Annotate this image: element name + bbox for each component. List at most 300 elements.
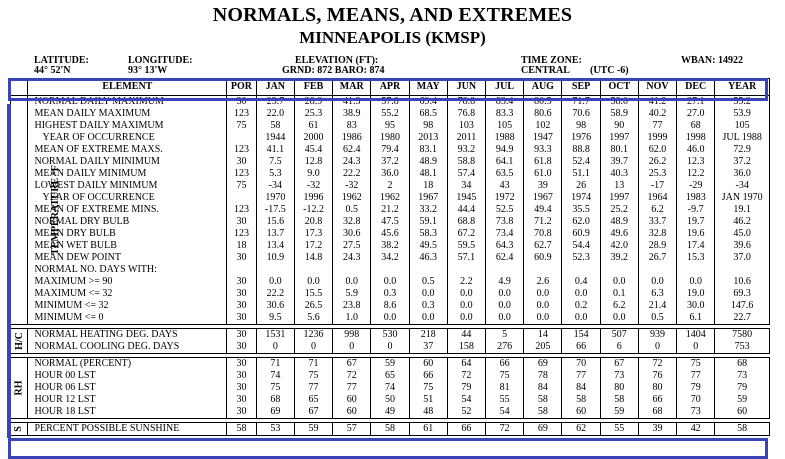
value-cell-dec: 46.0 — [677, 144, 715, 156]
value-cell-jan: 15.6 — [256, 216, 294, 228]
value-cell-may: 61 — [409, 423, 447, 436]
section-label-0 — [11, 96, 61, 325]
por-cell: 30 — [227, 156, 256, 168]
value-cell-dec: 1404 — [677, 329, 715, 342]
value-cell-sep: 1976 — [562, 132, 600, 144]
latitude-label: LATITUDE: — [34, 55, 89, 66]
value-cell-jul — [486, 264, 524, 276]
value-cell-apr: 21.2 — [371, 204, 409, 216]
value-cell-jun: 79 — [447, 382, 485, 394]
value-cell-nov: 72 — [638, 358, 676, 371]
value-cell-jul: 1988 — [486, 132, 524, 144]
value-cell-apr: 8.6 — [371, 300, 409, 312]
value-cell-may: 75 — [409, 382, 447, 394]
value-cell-jul: 62.4 — [486, 252, 524, 264]
value-cell-apr: 50 — [371, 394, 409, 406]
por-cell — [227, 132, 256, 144]
value-cell-jan: 13.4 — [256, 240, 294, 252]
element-label: MEAN DAILY MINIMUM — [28, 168, 227, 180]
value-cell-may: 51 — [409, 394, 447, 406]
value-cell-may: 83.1 — [409, 144, 447, 156]
value-cell-year: 37.0 — [715, 252, 770, 264]
value-cell-aug: 61.0 — [524, 168, 562, 180]
por-cell: 123 — [227, 144, 256, 156]
value-cell-aug: 60.9 — [524, 252, 562, 264]
element-label: MEAN OF EXTREME MINS. — [28, 204, 227, 216]
table-row — [11, 358, 770, 371]
value-cell-oct: 59 — [600, 406, 638, 419]
value-cell-sep — [562, 264, 600, 276]
value-cell-dec: -29 — [677, 180, 715, 192]
value-cell-nov: 6.3 — [638, 288, 676, 300]
value-cell-sep: 52.4 — [562, 156, 600, 168]
value-cell-oct: 39.7 — [600, 156, 638, 168]
value-cell-sep: 62.0 — [562, 216, 600, 228]
table-row — [11, 423, 770, 436]
value-cell-oct: 40.3 — [600, 168, 638, 180]
value-cell-aug: 69 — [524, 423, 562, 436]
value-cell-sep: 70 — [562, 358, 600, 371]
value-cell-apr: 38.2 — [371, 240, 409, 252]
element-label: MINIMUM <= 0 — [28, 312, 227, 325]
value-cell-jul: 5 — [486, 329, 524, 342]
value-cell-feb: 0 — [294, 341, 332, 354]
section-label-text: TEMPERATURE °F — [49, 165, 61, 255]
value-cell-aug: 69 — [524, 358, 562, 371]
por-cell: 123 — [227, 204, 256, 216]
value-cell-apr: 0.0 — [371, 312, 409, 325]
por-cell: 30 — [227, 252, 256, 264]
value-cell-jul: 81 — [486, 382, 524, 394]
value-cell-feb — [294, 264, 332, 276]
value-cell-may — [409, 264, 447, 276]
value-cell-dec: 6.1 — [677, 312, 715, 325]
value-cell-sep: 26 — [562, 180, 600, 192]
value-cell-oct: 58.9 — [600, 108, 638, 120]
value-cell-aug: 62.7 — [524, 240, 562, 252]
value-cell-jun: 78.8 — [447, 96, 485, 109]
value-cell-feb: 59 — [294, 423, 332, 436]
value-cell-mar: 1962 — [333, 192, 371, 204]
value-cell-nov: 80 — [638, 382, 676, 394]
column-header-jul: JUL — [486, 79, 524, 96]
value-cell-feb: 0.0 — [294, 276, 332, 288]
value-cell-may: 37 — [409, 341, 447, 354]
value-cell-sep: 98 — [562, 120, 600, 132]
value-cell-jan: 58 — [256, 120, 294, 132]
value-cell-feb: 26.5 — [294, 300, 332, 312]
section-label-1 — [11, 329, 28, 354]
element-label: MAXIMUM <= 32 — [28, 288, 227, 300]
value-cell-nov: 33.7 — [638, 216, 676, 228]
por-cell: 30 — [227, 341, 256, 354]
elevation-label: ELEVATION (FT): — [295, 55, 379, 66]
value-cell-year: 72.9 — [715, 144, 770, 156]
value-cell-jun: 54 — [447, 394, 485, 406]
value-cell-sep: 154 — [562, 329, 600, 342]
value-cell-jan: 9.5 — [256, 312, 294, 325]
value-cell-dec: 15.3 — [677, 252, 715, 264]
value-cell-year: 7580 — [715, 329, 770, 342]
value-cell-dec: 0.0 — [677, 276, 715, 288]
value-cell-year: 60 — [715, 406, 770, 419]
value-cell-feb: 14.8 — [294, 252, 332, 264]
value-cell-apr: 45.6 — [371, 228, 409, 240]
table-row — [11, 394, 770, 406]
table-row — [11, 382, 770, 394]
column-header-may: MAY — [409, 79, 447, 96]
page-title: NORMALS, MEANS, AND EXTREMES — [212, 4, 573, 26]
value-cell-may: 59.1 — [409, 216, 447, 228]
value-cell-jul: 43 — [486, 180, 524, 192]
element-label: MEAN DAILY MAXIMUM — [28, 108, 227, 120]
value-cell-sep: 0.4 — [562, 276, 600, 288]
value-cell-apr: 2 — [371, 180, 409, 192]
table-row — [11, 264, 770, 276]
table-row — [11, 312, 770, 325]
value-cell-may: 58.3 — [409, 228, 447, 240]
value-cell-mar: 1.0 — [333, 312, 371, 325]
value-cell-nov: 39 — [638, 423, 676, 436]
value-cell-aug: 39 — [524, 180, 562, 192]
value-cell-aug: 58 — [524, 406, 562, 419]
value-cell-mar: 5.9 — [333, 288, 371, 300]
value-cell-sep: 88.8 — [562, 144, 600, 156]
value-cell-sep: 70.6 — [562, 108, 600, 120]
value-cell-jul: 72 — [486, 423, 524, 436]
table-row — [11, 288, 770, 300]
value-cell-sep: 60.9 — [562, 228, 600, 240]
value-cell-jun: 93.2 — [447, 144, 485, 156]
value-cell-jun: 67.2 — [447, 228, 485, 240]
value-cell-mar: 24.3 — [333, 156, 371, 168]
value-cell-apr: 1980 — [371, 132, 409, 144]
value-cell-apr: 47.5 — [371, 216, 409, 228]
value-cell-feb: 28.9 — [294, 96, 332, 109]
table-row — [11, 252, 770, 264]
value-cell-year: -34 — [715, 180, 770, 192]
value-cell-feb: 67 — [294, 406, 332, 419]
table-row — [11, 276, 770, 288]
value-cell-feb: 77 — [294, 382, 332, 394]
value-cell-year: 19.1 — [715, 204, 770, 216]
section-label-text: RH — [13, 380, 25, 396]
value-cell-sep: 84 — [562, 382, 600, 394]
value-cell-nov: 1964 — [638, 192, 676, 204]
value-cell-jan — [256, 264, 294, 276]
value-cell-mar: 32.8 — [333, 216, 371, 228]
value-cell-oct: 25.2 — [600, 204, 638, 216]
value-cell-feb: 2000 — [294, 132, 332, 144]
wban-number: WBAN: 14922 — [681, 55, 743, 66]
value-cell-year: 73 — [715, 370, 770, 382]
column-header-dec: DEC — [677, 79, 715, 96]
value-cell-feb: 17.2 — [294, 240, 332, 252]
value-cell-jun: 72 — [447, 370, 485, 382]
por-cell: 123 — [227, 168, 256, 180]
value-cell-sep: 60 — [562, 406, 600, 419]
element-label: MEAN DEW POINT — [28, 252, 227, 264]
value-cell-may: 218 — [409, 329, 447, 342]
value-cell-nov: 0.5 — [638, 312, 676, 325]
por-cell: 30 — [227, 96, 256, 109]
por-cell: 30 — [227, 382, 256, 394]
value-cell-jun: 68.8 — [447, 216, 485, 228]
value-cell-may: 48.9 — [409, 156, 447, 168]
value-cell-may: 49.5 — [409, 240, 447, 252]
value-cell-nov: 66 — [638, 394, 676, 406]
por-cell: 75 — [227, 180, 256, 192]
table-row — [11, 329, 770, 342]
value-cell-feb: 1236 — [294, 329, 332, 342]
value-cell-dec: 0 — [677, 341, 715, 354]
value-cell-oct: 49.6 — [600, 228, 638, 240]
table-row — [11, 180, 770, 192]
value-cell-may: 48 — [409, 406, 447, 419]
value-cell-jul: 55 — [486, 394, 524, 406]
column-header-oct: OCT — [600, 79, 638, 96]
value-cell-aug: 1967 — [524, 192, 562, 204]
value-cell-oct: 58.0 — [600, 96, 638, 109]
value-cell-year: 53.9 — [715, 108, 770, 120]
value-cell-jul: 52.5 — [486, 204, 524, 216]
value-cell-year: 55.2 — [715, 96, 770, 109]
value-cell-aug: 1947 — [524, 132, 562, 144]
value-cell-aug: 80.6 — [524, 108, 562, 120]
value-cell-jun: 0.0 — [447, 300, 485, 312]
value-cell-dec: 19.7 — [677, 216, 715, 228]
value-cell-may: 69.4 — [409, 96, 447, 109]
value-cell-mar: 38.9 — [333, 108, 371, 120]
value-cell-mar: -32 — [333, 180, 371, 192]
table-row — [11, 406, 770, 419]
value-cell-jan: 69 — [256, 406, 294, 419]
column-header-element: ELEMENT — [28, 79, 227, 96]
value-cell-dec — [677, 264, 715, 276]
value-cell-mar — [333, 264, 371, 276]
value-cell-feb: 15.5 — [294, 288, 332, 300]
value-cell-mar: 62.4 — [333, 144, 371, 156]
section-label-2 — [11, 358, 28, 419]
value-cell-year: 45.0 — [715, 228, 770, 240]
utc-offset: (UTC -6) — [590, 65, 629, 76]
value-cell-jan: 0 — [256, 341, 294, 354]
value-cell-oct: 39.2 — [600, 252, 638, 264]
por-cell — [227, 192, 256, 204]
value-cell-nov — [638, 264, 676, 276]
value-cell-jan: 71 — [256, 358, 294, 371]
element-label: HOUR 06 LST — [28, 382, 227, 394]
value-cell-year: 22.7 — [715, 312, 770, 325]
value-cell-may: 60 — [409, 358, 447, 371]
column-header-jun: JUN — [447, 79, 485, 96]
value-cell-jul: 105 — [486, 120, 524, 132]
value-cell-year: 37.2 — [715, 156, 770, 168]
value-cell-nov: 939 — [638, 329, 676, 342]
value-cell-nov: 28.9 — [638, 240, 676, 252]
por-cell: 30 — [227, 276, 256, 288]
value-cell-jun: 2011 — [447, 132, 485, 144]
value-cell-oct: 13 — [600, 180, 638, 192]
value-cell-aug: 205 — [524, 341, 562, 354]
value-cell-jun — [447, 264, 485, 276]
por-cell: 30 — [227, 370, 256, 382]
value-cell-jul: 276 — [486, 341, 524, 354]
value-cell-feb: 1996 — [294, 192, 332, 204]
value-cell-feb: 75 — [294, 370, 332, 382]
value-cell-jul: 0.0 — [486, 312, 524, 325]
value-cell-nov: 68 — [638, 406, 676, 419]
value-cell-apr: 74 — [371, 382, 409, 394]
value-cell-mar: 0.5 — [333, 204, 371, 216]
element-label: HOUR 18 LST — [28, 406, 227, 419]
value-cell-mar: 998 — [333, 329, 371, 342]
timezone-label: TIME ZONE: — [521, 55, 582, 66]
element-label: MAXIMUM >= 90 — [28, 276, 227, 288]
por-cell: 30 — [227, 216, 256, 228]
column-header-mar: MAR — [333, 79, 371, 96]
value-cell-nov: 26.7 — [638, 252, 676, 264]
por-cell: 75 — [227, 120, 256, 132]
longitude-value: 93° 13'W — [128, 65, 168, 76]
value-cell-jul: 4.9 — [486, 276, 524, 288]
value-cell-dec: 79 — [677, 382, 715, 394]
value-cell-nov: 77 — [638, 120, 676, 132]
value-cell-oct: 0.1 — [600, 288, 638, 300]
value-cell-year: 105 — [715, 120, 770, 132]
value-cell-nov: 26.2 — [638, 156, 676, 168]
value-cell-jun: 58.8 — [447, 156, 485, 168]
value-cell-jun: 103 — [447, 120, 485, 132]
value-cell-jun: 0.0 — [447, 288, 485, 300]
value-cell-jan: 1970 — [256, 192, 294, 204]
value-cell-year: 46.2 — [715, 216, 770, 228]
table-row — [11, 144, 770, 156]
value-cell-apr: 58 — [371, 423, 409, 436]
value-cell-feb: 5.6 — [294, 312, 332, 325]
value-cell-year: 68 — [715, 358, 770, 371]
value-cell-year: JAN 1970 — [715, 192, 770, 204]
value-cell-year: 59 — [715, 394, 770, 406]
value-cell-dec: 12.3 — [677, 156, 715, 168]
element-label: NORMAL DAILY MINIMUM — [28, 156, 227, 168]
left-highlight-bar — [7, 104, 11, 438]
element-label: YEAR OF OCCURRENCE — [28, 132, 227, 144]
value-cell-aug: 80.5 — [524, 96, 562, 109]
value-cell-jan: 41.1 — [256, 144, 294, 156]
value-cell-nov: 32.8 — [638, 228, 676, 240]
value-cell-jan: 22.2 — [256, 288, 294, 300]
value-cell-aug: 71.2 — [524, 216, 562, 228]
latitude-value: 44° 52'N — [34, 65, 71, 76]
por-cell: 123 — [227, 108, 256, 120]
value-cell-jul: 73.4 — [486, 228, 524, 240]
value-cell-apr: 36.0 — [371, 168, 409, 180]
element-label: HOUR 00 LST — [28, 370, 227, 382]
value-cell-jul: 66 — [486, 358, 524, 371]
value-cell-feb: -32 — [294, 180, 332, 192]
value-cell-may: 2013 — [409, 132, 447, 144]
table-row — [11, 96, 770, 109]
value-cell-dec: 42 — [677, 423, 715, 436]
por-cell: 123 — [227, 228, 256, 240]
value-cell-dec: 19.0 — [677, 288, 715, 300]
table-row — [11, 108, 770, 120]
value-cell-nov: 6.2 — [638, 204, 676, 216]
value-cell-sep: 66 — [562, 341, 600, 354]
por-cell: 30 — [227, 300, 256, 312]
element-label: NORMAL (PERCENT) — [28, 358, 227, 371]
table-row — [11, 228, 770, 240]
value-cell-dec: 19.6 — [677, 228, 715, 240]
column-header-aug: AUG — [524, 79, 562, 96]
value-cell-sep: 1974 — [562, 192, 600, 204]
elevation-value: GRND: 872 BARO: 874 — [282, 65, 385, 76]
value-cell-nov: 76 — [638, 370, 676, 382]
value-cell-oct: 55 — [600, 423, 638, 436]
value-cell-may: 68.5 — [409, 108, 447, 120]
table-row — [11, 300, 770, 312]
value-cell-jan: 53 — [256, 423, 294, 436]
timezone-value: CENTRAL — [521, 65, 570, 76]
value-cell-mar: 60 — [333, 406, 371, 419]
value-cell-jun: 52 — [447, 406, 485, 419]
value-cell-jun: 34 — [447, 180, 485, 192]
table-row — [11, 204, 770, 216]
value-cell-apr: 530 — [371, 329, 409, 342]
value-cell-oct: 90 — [600, 120, 638, 132]
value-cell-dec: 73 — [677, 406, 715, 419]
value-cell-mar: 24.3 — [333, 252, 371, 264]
element-label: NORMAL DRY BULB — [28, 216, 227, 228]
value-cell-jan: 68 — [256, 394, 294, 406]
value-cell-jan: 13.7 — [256, 228, 294, 240]
value-cell-jul: 0.0 — [486, 300, 524, 312]
table-row — [11, 168, 770, 180]
value-cell-mar: 27.5 — [333, 240, 371, 252]
value-cell-sep: 0.0 — [562, 288, 600, 300]
value-cell-sep: 62 — [562, 423, 600, 436]
value-cell-dec: 27.1 — [677, 96, 715, 109]
value-cell-jan: 7.5 — [256, 156, 294, 168]
value-cell-apr: 0 — [371, 341, 409, 354]
value-cell-jun: 44.4 — [447, 204, 485, 216]
value-cell-dec: 70 — [677, 394, 715, 406]
value-cell-aug: 61.8 — [524, 156, 562, 168]
value-cell-dec: 75 — [677, 358, 715, 371]
value-cell-jan: -17.5 — [256, 204, 294, 216]
column-header-year: YEAR — [715, 79, 770, 96]
value-cell-may: 33.2 — [409, 204, 447, 216]
column-header-apr: APR — [371, 79, 409, 96]
value-cell-jan: 22.0 — [256, 108, 294, 120]
value-cell-aug: 2.6 — [524, 276, 562, 288]
por-cell — [227, 264, 256, 276]
value-cell-may: 98 — [409, 120, 447, 132]
value-cell-oct: 80 — [600, 382, 638, 394]
value-cell-mar: 60 — [333, 394, 371, 406]
por-cell: 30 — [227, 394, 256, 406]
table-row — [11, 120, 770, 132]
por-cell: 30 — [227, 312, 256, 325]
element-label: MINIMUM <= 32 — [28, 300, 227, 312]
value-cell-sep: 58 — [562, 394, 600, 406]
value-cell-jun: 76.8 — [447, 108, 485, 120]
value-cell-jul: 1972 — [486, 192, 524, 204]
value-cell-nov: 62.0 — [638, 144, 676, 156]
value-cell-oct: 0.0 — [600, 276, 638, 288]
value-cell-may: 18 — [409, 180, 447, 192]
